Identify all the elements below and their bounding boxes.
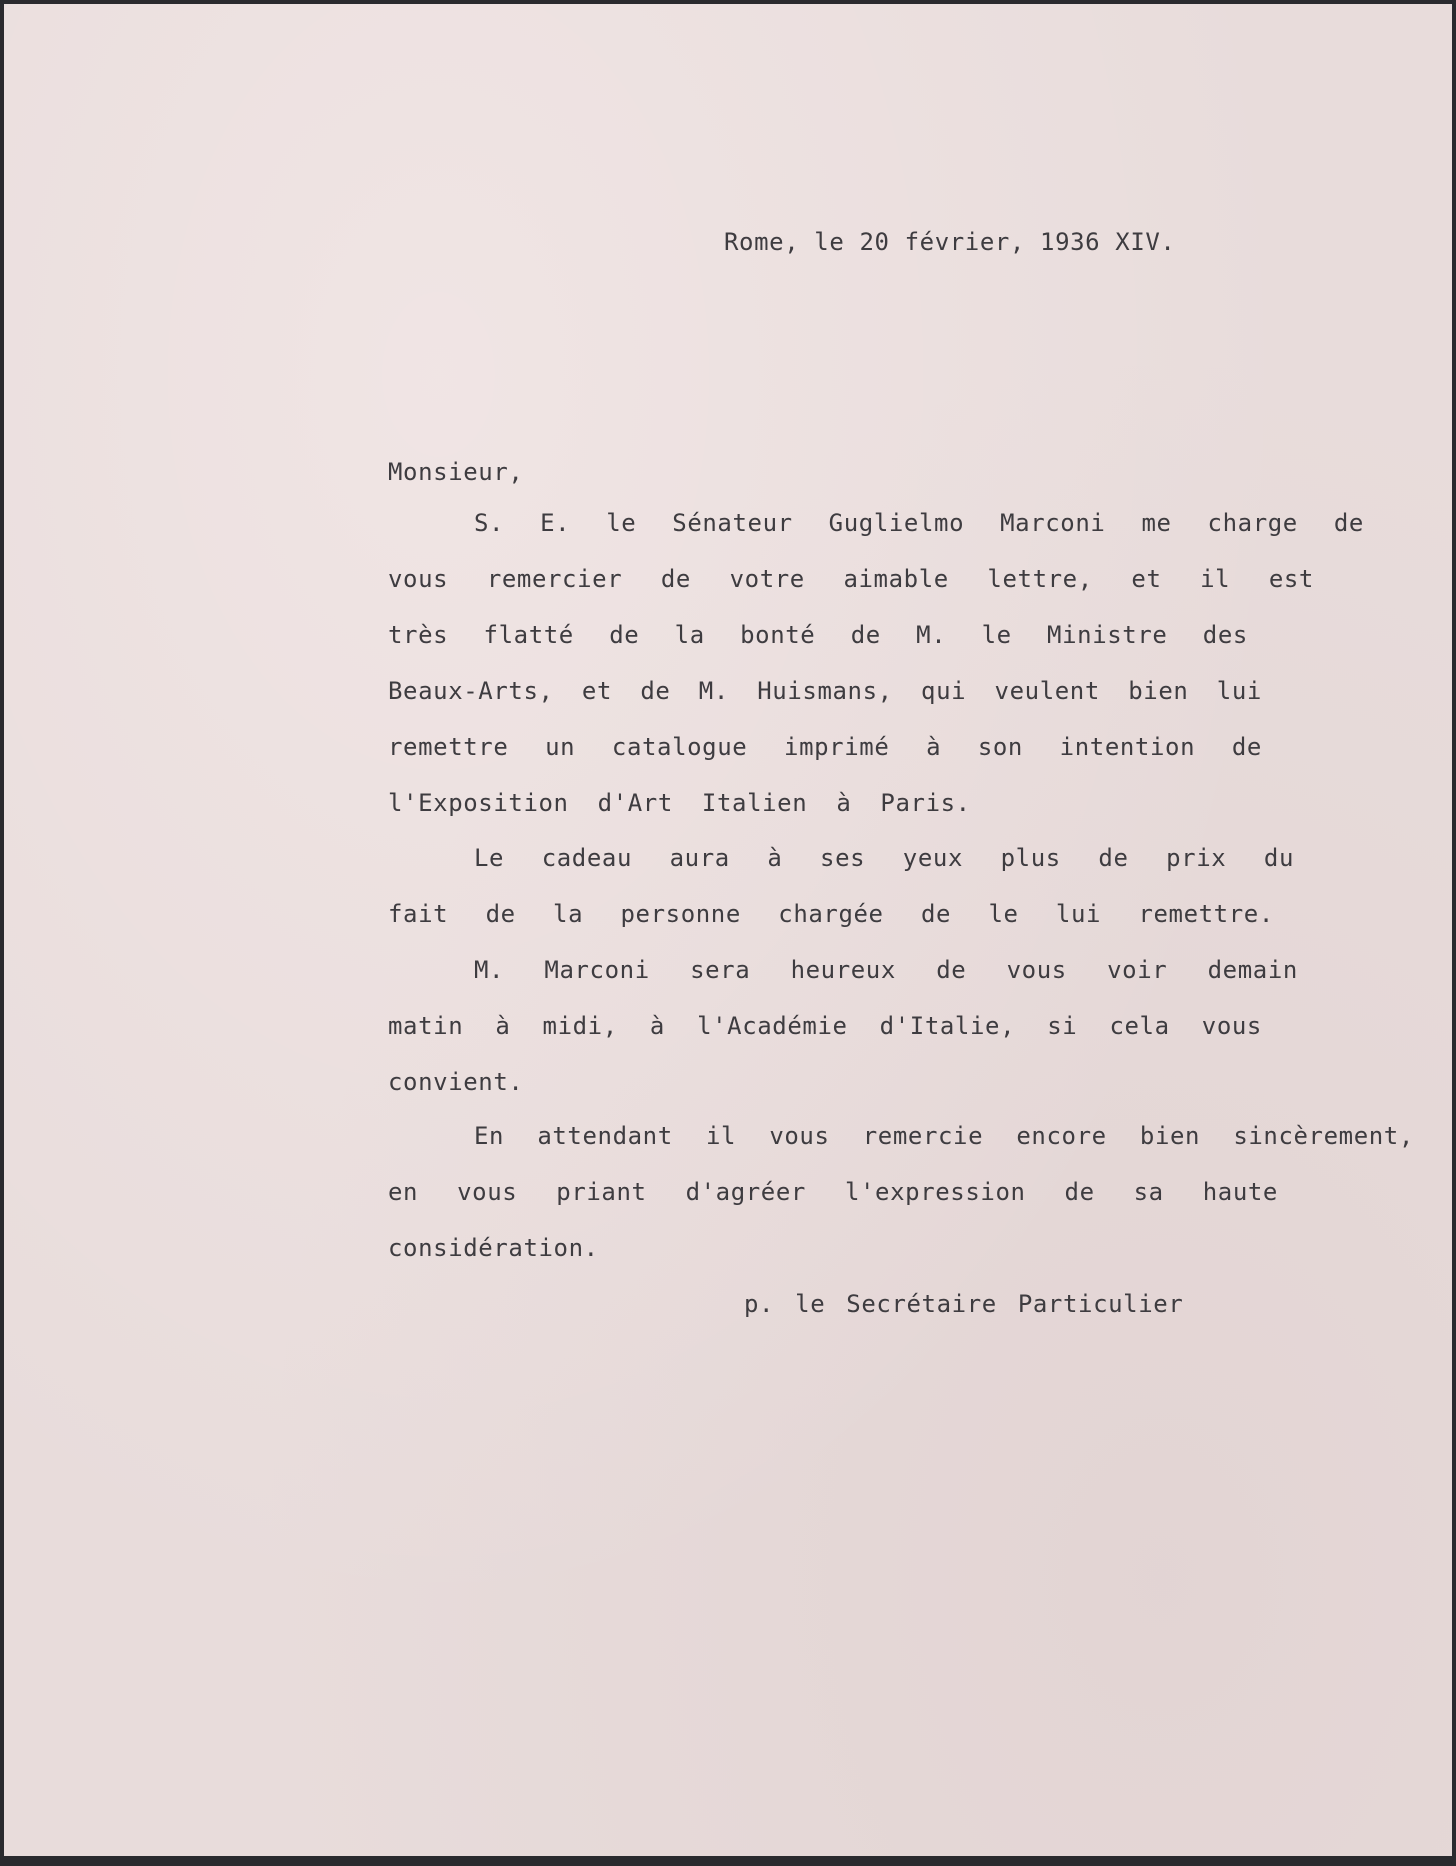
word: vous	[1201, 1012, 1262, 1040]
word: cadeau	[541, 844, 632, 872]
word: de	[1231, 733, 1262, 761]
body-line	[388, 621, 1248, 649]
word: cela	[1109, 1012, 1170, 1040]
word: haute	[1202, 1178, 1278, 1206]
word: fait	[388, 900, 449, 928]
word: attendant	[537, 1122, 673, 1150]
word: vous	[457, 1178, 518, 1206]
word: du	[1263, 844, 1294, 872]
word: imprimé	[784, 733, 890, 761]
word: votre	[729, 565, 805, 593]
word: des	[1202, 621, 1248, 649]
word: Beaux-Arts,	[388, 677, 554, 705]
body-line: considération.	[388, 1234, 599, 1262]
dateline: Rome, le 20 février, 1936 XIV.	[724, 228, 1176, 256]
word: remercier	[486, 565, 623, 593]
word: à	[495, 1012, 511, 1040]
word: son	[977, 733, 1023, 761]
word: et	[581, 677, 612, 705]
word: il	[1200, 565, 1231, 593]
word: à	[926, 733, 942, 761]
word: sa	[1133, 1178, 1164, 1206]
word: veulent	[994, 677, 1100, 705]
word: de	[920, 900, 952, 928]
body-line	[474, 844, 1294, 872]
word: et	[1131, 565, 1162, 593]
word: me	[1141, 509, 1172, 537]
word: à	[649, 1012, 665, 1040]
word: Guglielmo	[828, 509, 965, 537]
word: personne	[620, 900, 741, 928]
word: chargée	[778, 900, 884, 928]
body-line	[388, 900, 1274, 928]
word: lui	[1216, 677, 1262, 705]
word: il	[706, 1122, 737, 1150]
body-line	[388, 733, 1262, 761]
word: très	[388, 621, 449, 649]
word: le	[606, 509, 637, 537]
word: de	[1333, 509, 1364, 537]
word: d'Italie,	[879, 1012, 1016, 1040]
word: de	[1064, 1178, 1095, 1206]
word: de	[609, 621, 640, 649]
word: sincèrement,	[1233, 1122, 1414, 1150]
word: vous	[1006, 956, 1067, 984]
signature: p. le Secrétaire Particulier	[744, 1290, 1184, 1318]
word: en	[388, 1178, 419, 1206]
body-line	[388, 565, 1314, 593]
word: remettre.	[1138, 900, 1274, 928]
word: lui	[1055, 900, 1102, 928]
word: intention	[1059, 733, 1196, 761]
word: Marconi	[544, 956, 650, 984]
word: plus	[1000, 844, 1061, 872]
word: bonté	[740, 621, 816, 649]
word: E.	[540, 509, 571, 537]
body-line	[388, 1012, 1262, 1040]
word: Ministre	[1047, 621, 1168, 649]
word: yeux	[902, 844, 963, 872]
word: voir	[1107, 956, 1168, 984]
word: de	[640, 677, 671, 705]
word: de	[850, 621, 881, 649]
word: flatté	[483, 621, 574, 649]
word: M.	[698, 677, 729, 705]
word: remettre	[388, 733, 509, 761]
word: d'agréer	[685, 1178, 806, 1206]
word: la	[553, 900, 584, 928]
word: de	[1098, 844, 1129, 872]
word: ses	[820, 844, 866, 872]
word: vous	[388, 565, 449, 593]
word: Le	[474, 844, 505, 872]
word: matin	[388, 1012, 464, 1040]
word: midi,	[542, 1012, 618, 1040]
word: de	[660, 565, 691, 593]
word: sera	[690, 956, 751, 984]
word: aimable	[843, 565, 949, 593]
word: catalogue	[611, 733, 748, 761]
body-line	[474, 509, 1364, 537]
word: un	[545, 733, 576, 761]
body-line: convient.	[388, 1068, 524, 1096]
body-line	[474, 956, 1298, 984]
word: à	[767, 844, 783, 872]
word: Huismans,	[757, 677, 893, 705]
word: le	[988, 900, 1019, 928]
word: M.	[474, 956, 505, 984]
word: vous	[769, 1122, 830, 1150]
word: prix	[1166, 844, 1227, 872]
word: de	[485, 900, 516, 928]
body-line	[388, 677, 1262, 705]
word: bien	[1128, 677, 1189, 705]
word: est	[1268, 565, 1314, 593]
word: l'expression	[844, 1178, 1026, 1206]
word: bien	[1139, 1122, 1201, 1150]
word: si	[1047, 1012, 1078, 1040]
word: heureux	[790, 956, 896, 984]
word: S.	[474, 509, 505, 537]
word: l'Académie	[697, 1012, 848, 1040]
word: charge	[1207, 509, 1298, 537]
word: M.	[916, 621, 947, 649]
body-line: l'Exposition d'Art Italien à Paris.	[388, 789, 971, 817]
word: encore	[1016, 1122, 1107, 1150]
body-line	[388, 1178, 1278, 1206]
word: Marconi	[1000, 509, 1106, 537]
word: En	[474, 1122, 505, 1150]
word: la	[674, 621, 705, 649]
word: Sénateur	[672, 509, 793, 537]
word: lettre,	[987, 565, 1093, 593]
word: de	[936, 956, 967, 984]
word: aura	[669, 844, 730, 872]
word: qui	[921, 677, 967, 705]
word: le	[981, 621, 1012, 649]
word: demain	[1207, 956, 1298, 984]
word: remercie	[862, 1122, 984, 1150]
letter-page	[4, 4, 1452, 1856]
body-line	[474, 1122, 1414, 1150]
word: priant	[556, 1178, 647, 1206]
salutation: Monsieur,	[388, 458, 524, 486]
